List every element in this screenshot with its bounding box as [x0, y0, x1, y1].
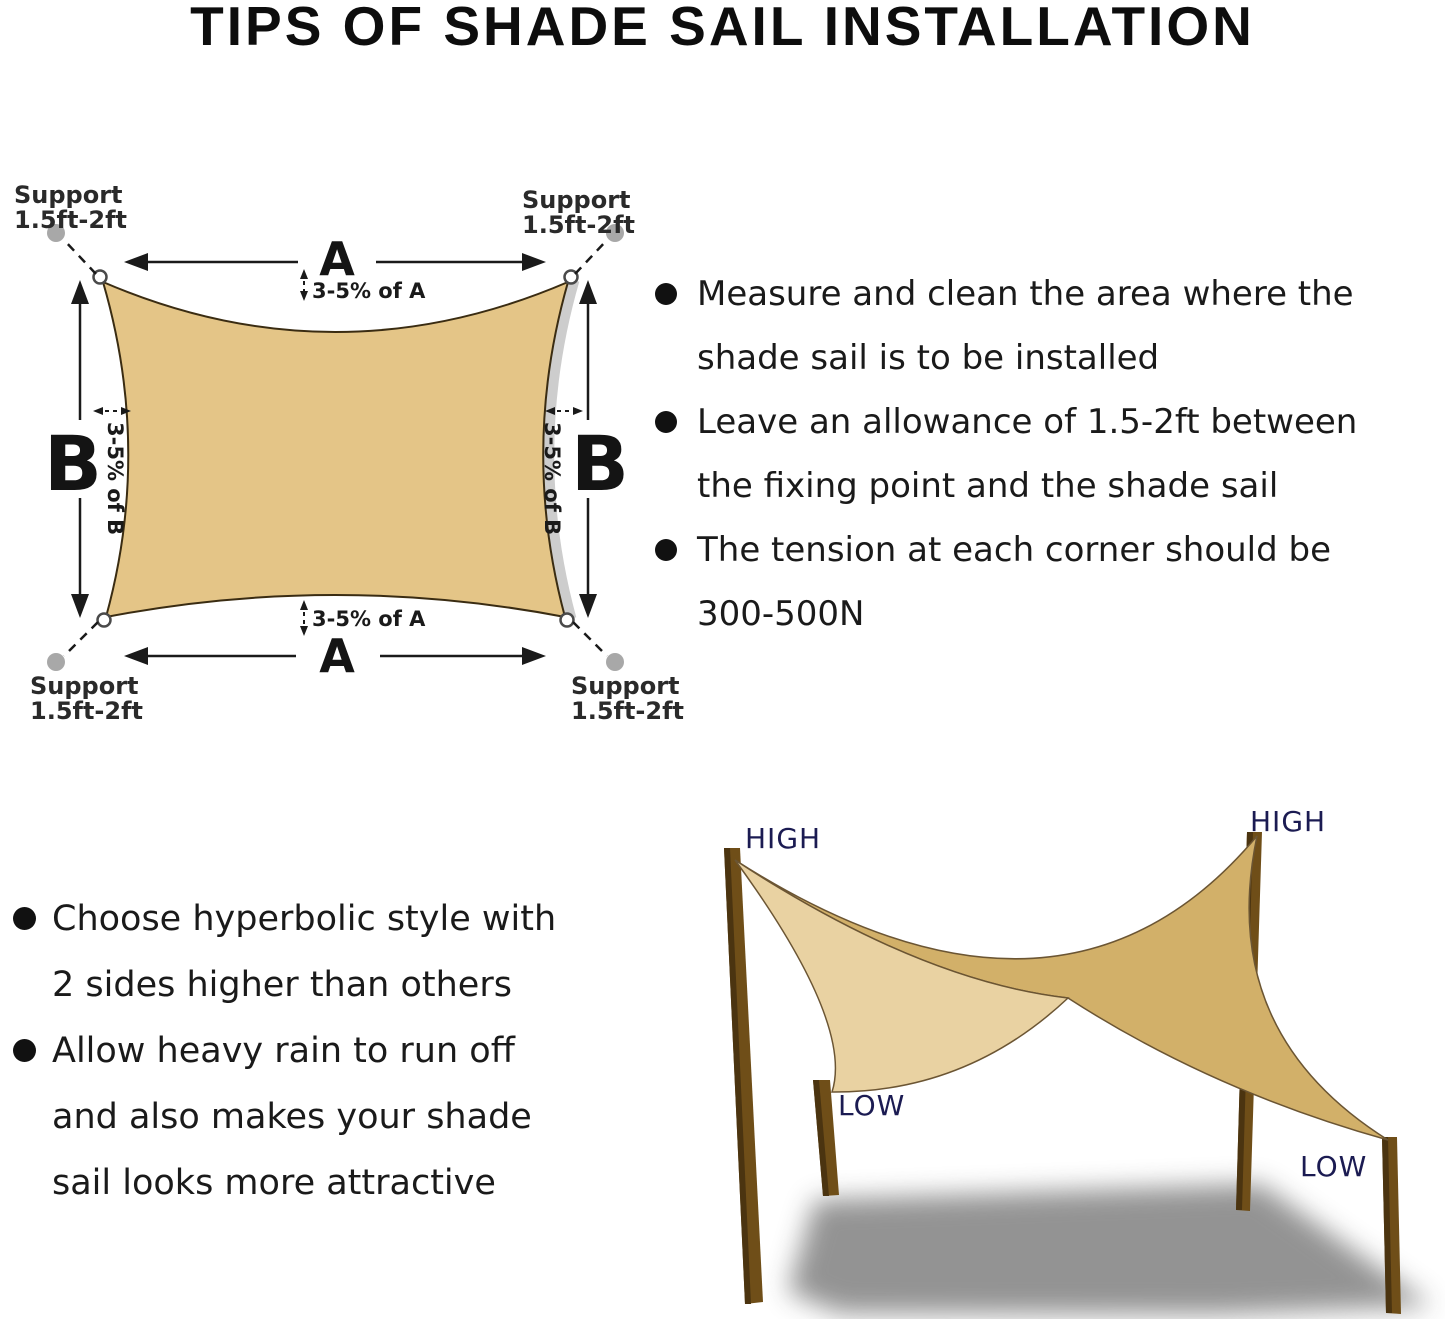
tip-line: 300-500N [697, 594, 865, 634]
tip-line: shade sail is to be installed [697, 338, 1160, 378]
support-distance-text: 1.5ft-2ft [571, 697, 685, 725]
sag-b-label: 3-5% of B [540, 422, 564, 536]
arrowhead-right-icon [522, 647, 546, 665]
arrowhead-up-icon [71, 280, 89, 304]
list-item [697, 390, 1357, 518]
post-high-left [724, 848, 763, 1304]
arrowhead-right-icon [522, 253, 546, 271]
low-label-right: LOW [1300, 1150, 1368, 1183]
sag-arrowhead-right-icon [573, 407, 583, 415]
side-b-label: B [44, 419, 102, 508]
page-title: TIPS OF SHADE SAIL INSTALLATION [190, 0, 1255, 57]
arrowhead-down-icon [71, 594, 89, 618]
tip-line: sail looks more attractive [52, 1163, 496, 1203]
support-label-top-left [14, 181, 127, 234]
style-tips-list [52, 886, 556, 1216]
support-label-bottom-left [30, 672, 143, 725]
support-text: Support [14, 181, 123, 209]
tip-line: Leave an allowance of 1.5-2ft between [697, 402, 1358, 442]
support-label-bottom-right [571, 672, 684, 725]
sag-arrowhead-up-icon [300, 600, 308, 610]
support-text: Support [571, 672, 680, 700]
support-text: Support [30, 672, 139, 700]
sag-a-label: 3-5% of A [312, 279, 426, 303]
tip-line: Measure and clean the area where the [697, 274, 1354, 314]
support-text: Support [522, 186, 631, 214]
hyperbolic-installation-scene [660, 780, 1445, 1319]
installation-tips-list [697, 262, 1357, 646]
arrowhead-down-icon [579, 594, 597, 618]
tip-line: The tension at each corner should be [697, 530, 1332, 570]
tether-top-left [64, 240, 96, 274]
list-item [697, 262, 1357, 390]
ground-shadow [788, 1184, 1432, 1314]
low-label-left: LOW [838, 1089, 906, 1122]
tether-bottom-left [64, 622, 98, 656]
list-item [697, 518, 1357, 646]
tether-bottom-right [573, 622, 607, 656]
sag-b-label: 3-5% of B [103, 422, 127, 536]
side-a-label: A [319, 232, 355, 286]
tip-line: 2 sides higher than others [52, 965, 512, 1005]
post-low-left [813, 1080, 839, 1196]
arrowhead-left-icon [124, 253, 148, 271]
tip-line: and also makes your shade [52, 1097, 532, 1137]
support-dot-bottom-right [606, 653, 624, 671]
support-distance-text: 1.5ft-2ft [30, 697, 144, 725]
support-dot-bottom-left [47, 653, 65, 671]
sag-a-label: 3-5% of A [312, 607, 426, 631]
tip-line: Choose hyperbolic style with [52, 899, 557, 939]
sag-arrowhead-left-icon [93, 407, 103, 415]
sag-arrowhead-down-icon [300, 626, 308, 636]
tip-line: the fixing point and the shade sail [697, 466, 1279, 506]
sag-arrowhead-down-icon [300, 291, 308, 301]
list-item [52, 1018, 556, 1216]
shade-sail-dimension-diagram [0, 170, 700, 790]
high-label-right: HIGH [1250, 805, 1327, 838]
support-distance-text: 1.5ft-2ft [14, 206, 128, 234]
shade-sail-shape [103, 282, 568, 617]
tip-line: Allow heavy rain to run off [52, 1031, 515, 1071]
arrowhead-left-icon [124, 647, 148, 665]
side-a-label: A [319, 629, 355, 683]
sag-arrowhead-up-icon [300, 269, 308, 279]
high-label-left: HIGH [745, 822, 822, 855]
arrowhead-up-icon [579, 280, 597, 304]
list-item [52, 886, 556, 1018]
support-label-top-right [522, 186, 635, 239]
corner-ring-bottom-left [98, 614, 111, 627]
corner-ring-bottom-right [561, 614, 574, 627]
dimension-a-bottom [124, 600, 546, 683]
tether-top-right [575, 240, 607, 274]
dimension-a-top [124, 232, 546, 303]
side-b-label: B [571, 419, 629, 508]
support-distance-text: 1.5ft-2ft [522, 211, 636, 239]
